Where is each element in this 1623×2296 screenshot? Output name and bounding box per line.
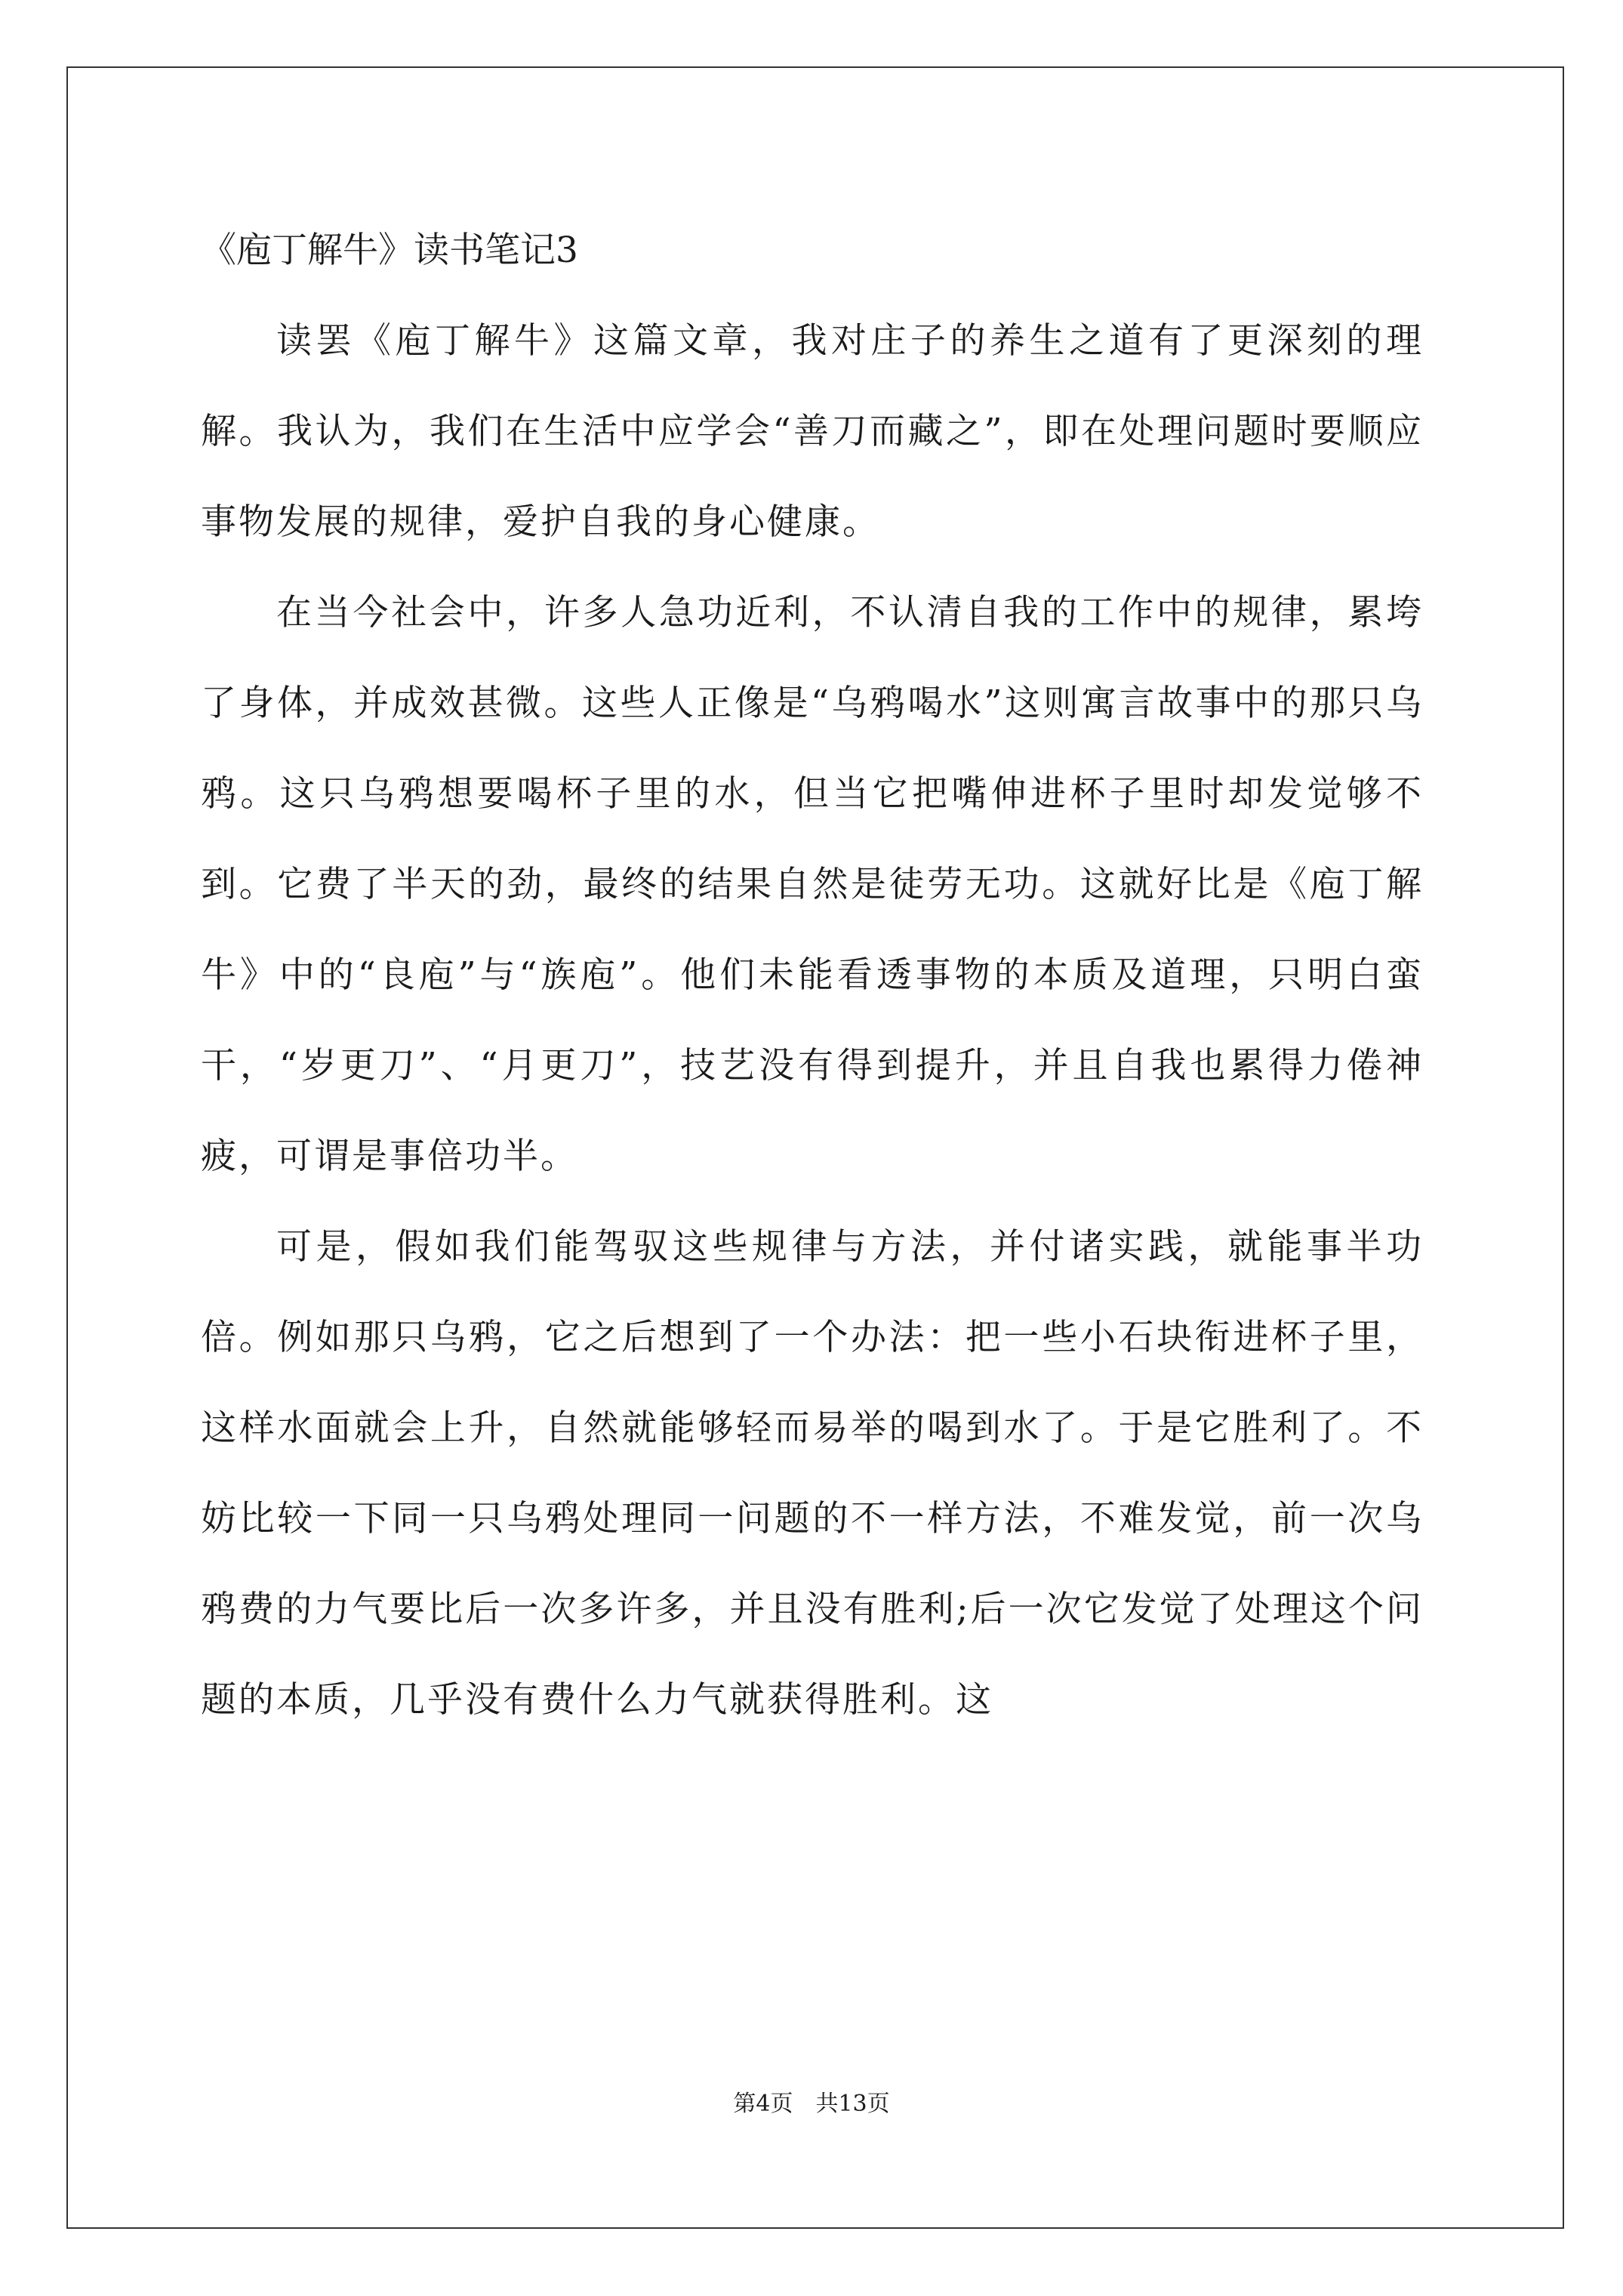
paragraph-1: 读罢《庖丁解牛》这篇文章，我对庄子的养生之道有了更深刻的理解。我认为，我们在生活中应学会“善刀而藏之”，即在处理问题时要顺应事物发展的规律，爱护自我的身心健康。 [201, 320, 1424, 543]
page-number-footer: 第4页 共13页 [733, 2091, 890, 2117]
paragraph-3: 可是，假如我们能驾驭这些规律与方法，并付诸实践，就能事半功倍。例如那只乌鸦，它之后想到了一个办法：把一些小石块衔进杯子里，这样水面就会上升，自然就能够轻而易举的喝到水了。于是它胜利了。不妨比较一下同一只乌鸦处理同一问题的不一样方法，不难发觉，前一次乌鸦费的力气要比后一次多许多，并且没有胜利;后一次它发觉了处理这个问题的本质，几乎没有费什么力气就获得胜利。这 [201, 1226, 1424, 1721]
paragraph-2: 在当今社会中，许多人急功近利，不认清自我的工作中的规律，累垮了身体，并成效甚微。这些人正像是“乌鸦喝水”这则寓言故事中的那只乌鸦。这只乌鸦想要喝杯子里的水，但当它把嘴伸进杯子里时却发觉够不到。它费了半天的劲，最终的结果自然是徒劳无功。这就好比是《庖丁解牛》中的“良庖”与“族庖”。他们未能看透事物的本质及道理，只明白蛮干，“岁更刀”、“月更刀”，技艺没有得到提升，并且自我也累得力倦神疲，可谓是事倍功半。 [201, 592, 1424, 1177]
document-title: 《庖丁解牛》读书笔记3 [201, 230, 578, 271]
document-body [201, 205, 1424, 1746]
